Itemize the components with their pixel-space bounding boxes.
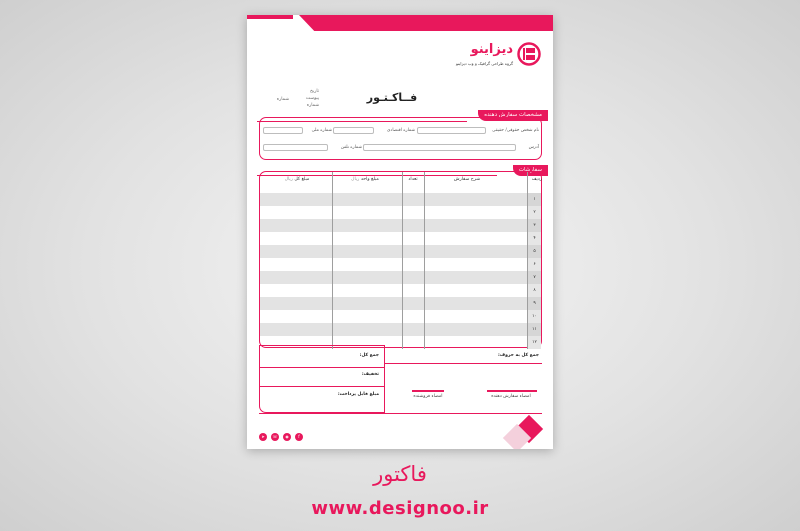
seller-signature-line [412, 390, 444, 392]
table-row [260, 245, 528, 258]
telegram-icon[interactable]: ➤ [259, 433, 267, 441]
table-row [260, 284, 528, 297]
top-accent-band [299, 15, 553, 31]
totals-divider [260, 386, 384, 387]
top-accent-bar [247, 15, 293, 19]
row-number: ۱۲ [528, 336, 541, 349]
number-label: شماره [306, 103, 319, 108]
economic-code-field[interactable] [333, 127, 374, 134]
whatsapp-icon[interactable]: ☏ [272, 434, 278, 439]
column-divider [424, 172, 425, 349]
col-total-price-currency: ریال [284, 177, 293, 182]
col-quantity: تعداد [408, 177, 418, 182]
discount-label: تخفیف: [361, 372, 379, 377]
table-row [260, 297, 528, 310]
col-total-price-label: مبلغ کل [294, 177, 310, 182]
table-row [260, 193, 528, 206]
payable-label: مبلغ قابل پرداخت: [337, 392, 379, 397]
instagram-icon[interactable]: ◉ [283, 433, 291, 441]
invoice-sheet [247, 15, 553, 449]
table-row [260, 258, 528, 271]
logo-icon [517, 42, 541, 66]
name-label: نام شخص حقوقی/ حقیقی [492, 128, 539, 133]
phone-field[interactable] [263, 144, 328, 151]
col-unit-price-label: مبلغ واحد [360, 177, 379, 182]
row-number: ۱۱ [528, 323, 541, 336]
address-field[interactable] [363, 144, 516, 151]
row-number: ۸ [528, 284, 541, 297]
table-row [260, 206, 528, 219]
name-field[interactable] [417, 127, 486, 134]
row-number: ۱۰ [528, 310, 541, 323]
number-left-label: شماره [276, 97, 289, 102]
caption-url[interactable]: www.designoo.ir [311, 498, 489, 519]
invoice-title: فــاکـتـور [366, 91, 418, 104]
sum-in-words-label: جمع کل به حروف: [498, 353, 539, 358]
table-row [260, 232, 528, 245]
sum-label: جمع کل: [359, 353, 379, 358]
column-divider [332, 172, 333, 349]
national-id-field[interactable] [263, 127, 303, 134]
orders-section-title: سفارشات [513, 165, 548, 176]
bottom-divider [259, 413, 542, 414]
table-row [260, 271, 528, 284]
table-row [260, 310, 528, 323]
row-number: ۵ [528, 245, 541, 258]
seller-signature-label: امضاء فروشنده [413, 394, 443, 399]
row-number: ۲ [528, 206, 541, 219]
customer-signature-line [487, 390, 537, 392]
col-total-price [267, 177, 327, 182]
customer-signature-label: امضاء سفارش دهنده [491, 394, 531, 399]
national-id-label: شماره ملی [311, 128, 332, 133]
customer-box [259, 117, 542, 160]
date-label: تاریخ [310, 89, 319, 94]
row-number: ۳ [528, 219, 541, 232]
row-number: ۹ [528, 297, 541, 310]
attachment-label: پیوست [305, 96, 319, 101]
table-row [260, 323, 528, 336]
economic-code-label: شماره اقتصادی [387, 128, 415, 133]
logo-wordmark: دیزاینو [470, 42, 513, 57]
column-divider [402, 172, 403, 349]
totals-divider [260, 367, 384, 368]
col-unit-price-currency: ریال [351, 177, 360, 182]
col-unit-price [335, 177, 395, 182]
row-number: ۱ [528, 193, 541, 206]
row-number: ۷ [528, 271, 541, 284]
facebook-icon[interactable]: f [295, 433, 303, 441]
row-number: ۴ [528, 232, 541, 245]
customer-section-title: مشخصات سفارش دهنده [478, 110, 548, 121]
logo-tagline: گروه طراحی گرافیک و وب دیزاینو [456, 61, 513, 66]
caption-title: فاکتور [373, 462, 427, 486]
column-divider [527, 172, 528, 349]
table-row [260, 219, 528, 232]
address-label: آدرس [528, 145, 539, 150]
col-description: شرح سفارش [453, 177, 481, 182]
row-number: ۶ [528, 258, 541, 271]
phone-label: شماره تلفن [340, 145, 362, 150]
sum-words-line [385, 363, 542, 364]
col-row: ردیف [531, 177, 542, 182]
